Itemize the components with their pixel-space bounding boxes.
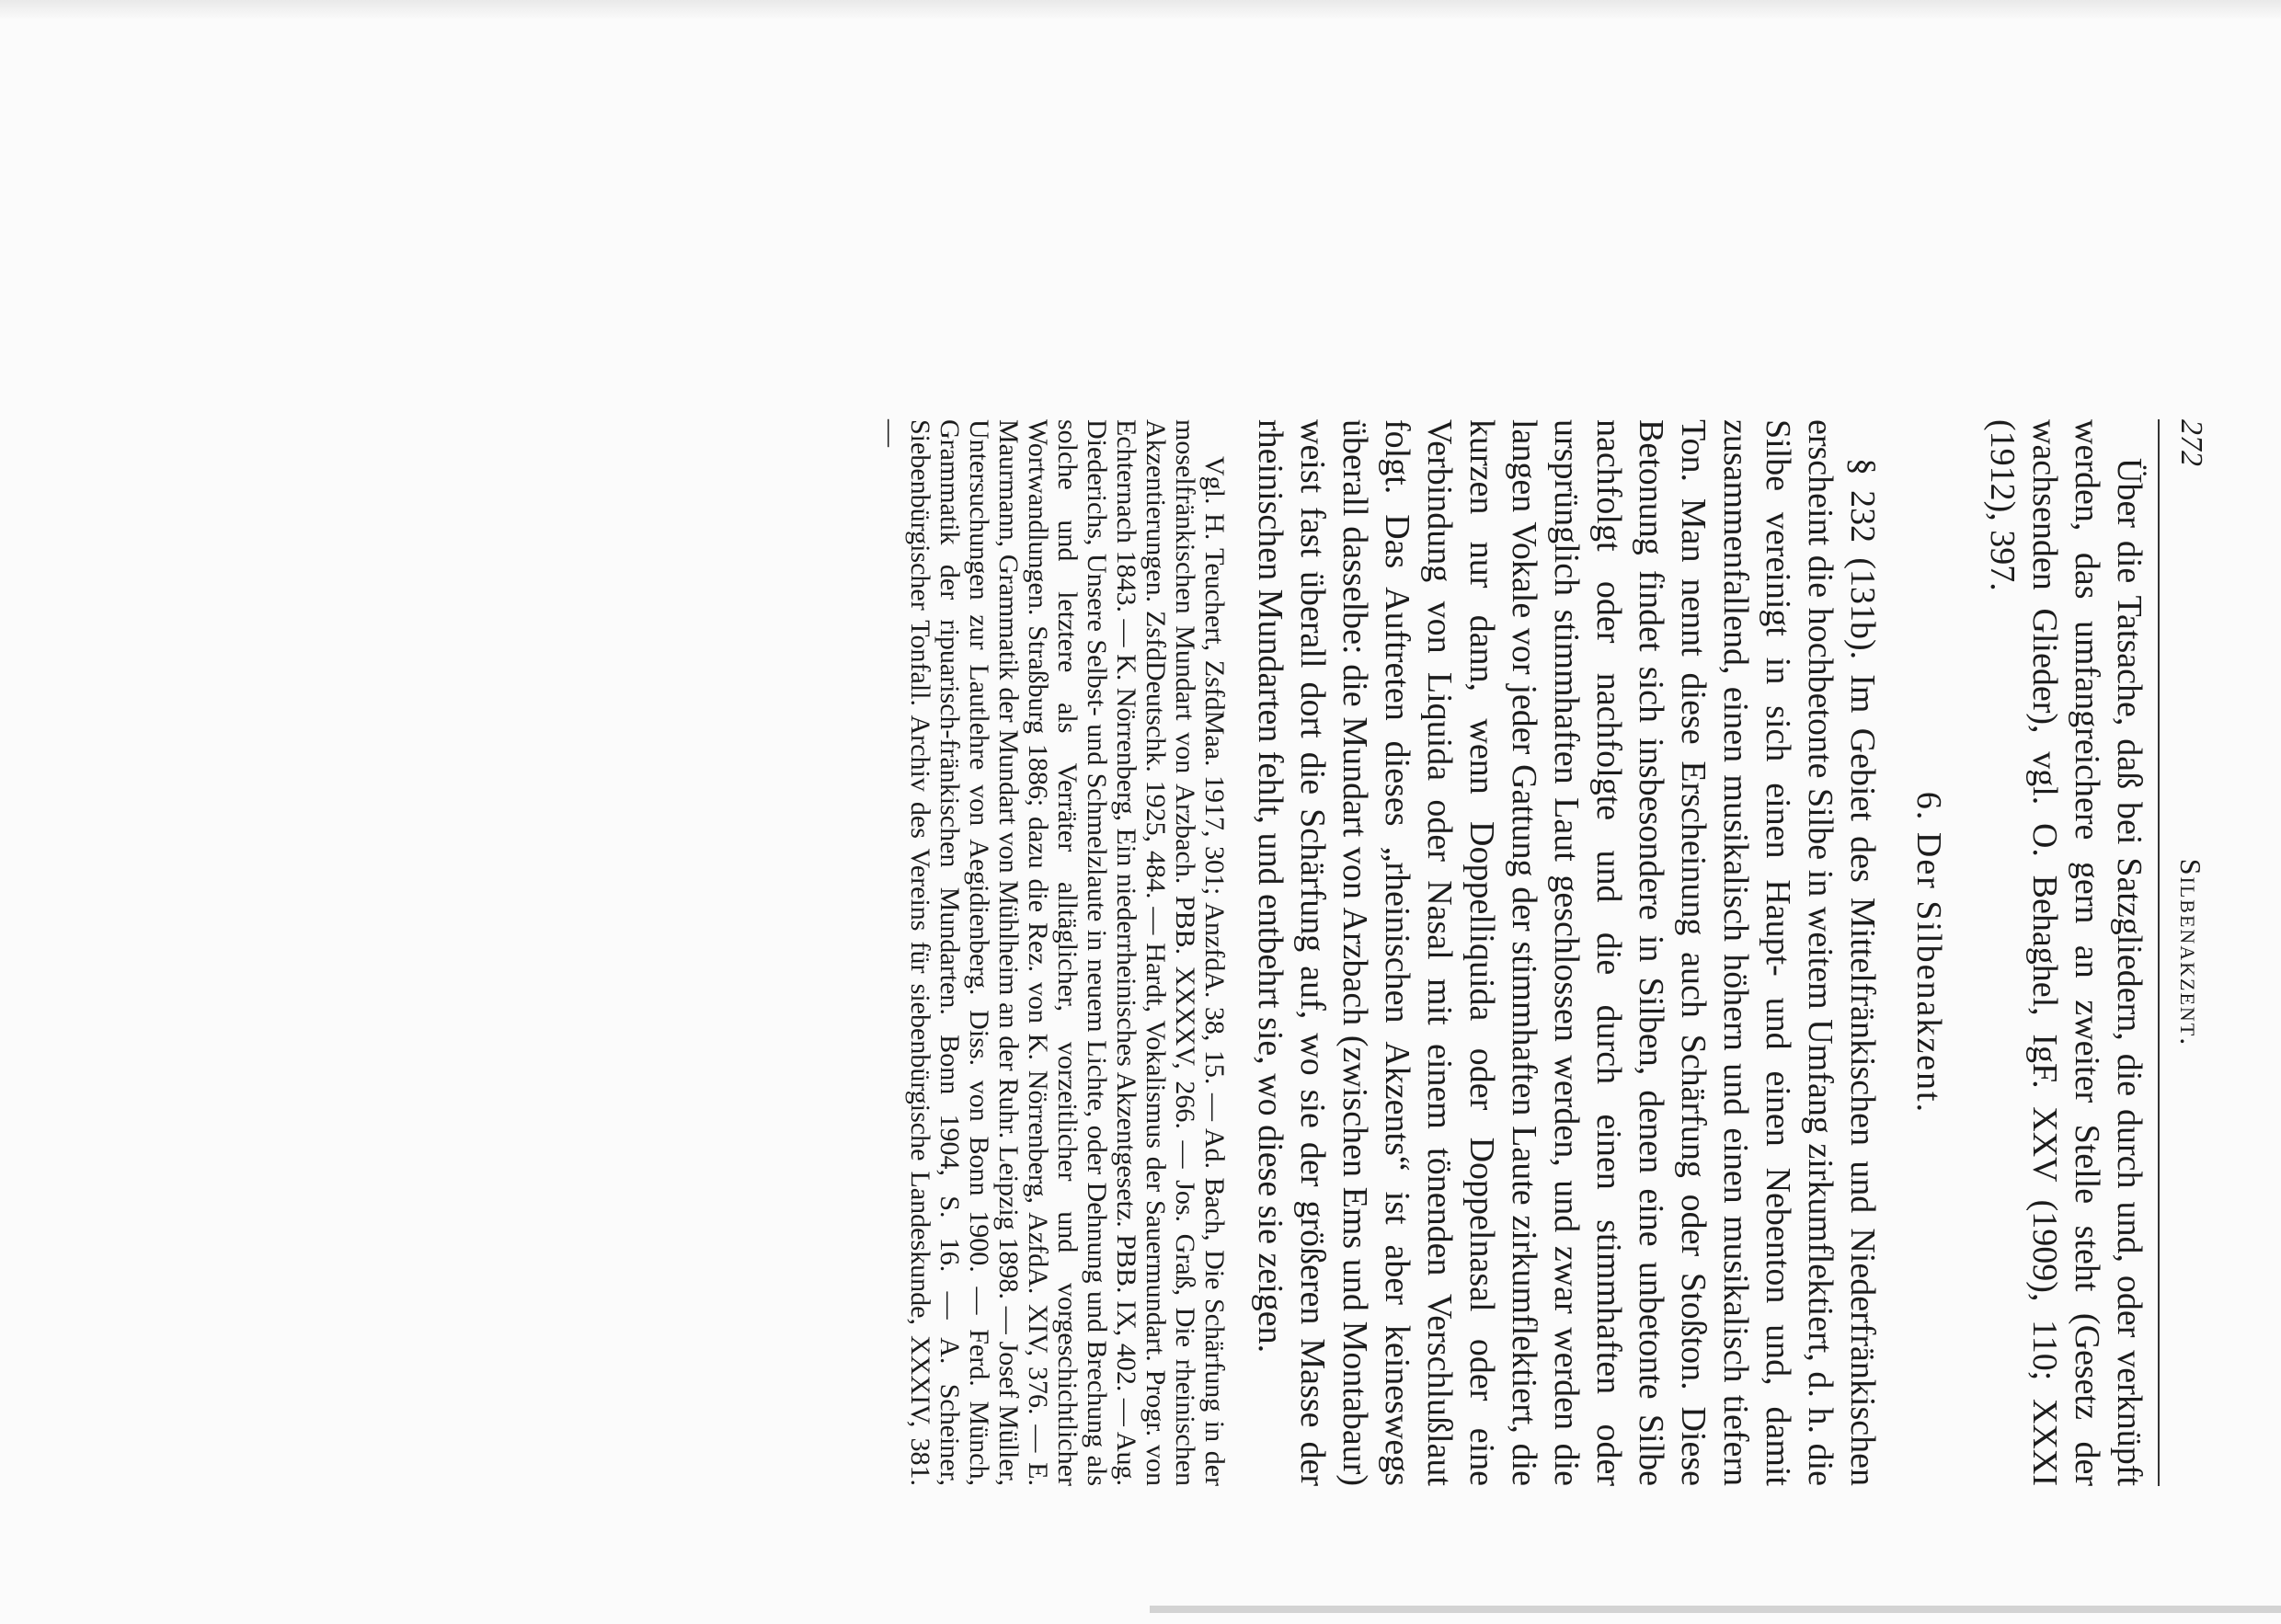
scan-shadow-top [0,0,2281,20]
bibliography-note: Vgl. H. Teuchert, ZsfdMaa. 1917, 301; AnzfdA. 38, 15. — Ad. Bach, Die Schärfung in der moselfränkischen Mundart von Arzbach. PBB. XXXXV, 266. — Jos. Graß, Die rheinischen Akzentierungen. ZsfdDeutschk. 1925, 484. — Hardt, Vokalismus der Sauermundart. Progr. von Echternach 1843. — K. Nörrenberg, Ein niederrheinisches Akzentgesetz. PBB. IX, 402. — Aug. Diederichs, Unsere Selbst- und Schmelzlaute in neuem Lichte, oder Dehnung und Brechung als solche und letztere als Verräter alltäglicher, vorzeitlicher und vorgeschichtlicher Wortwandlungen. Straßburg 1886; dazu die Rez. von K. Nörrenberg, AzfdA. XIV, 376. — E. Maurmann, Grammatik der Mundart von Mühlheim an der Ruhr. Leipzig 1898. — Josef Müller, Untersuchungen zur Lautlehre von Aegidienberg. Diss. von Bonn 1900. — Ferd. Münch, Grammatik der ripuarisch-fränkischen Mundarten. Bonn 1904, S. 16. — A. Scheiner, Siebenbürgischer Tonfall. Archiv des Vereins für siebenbürgische Landeskunde, XXXIV, 381. — [876,419,1230,1486]
rotated-book-page [876,410,2211,1624]
section-heading: 6. Der Silbenakzent. [1909,791,1948,1115]
page-body [876,419,2150,1486]
page-header [2171,419,2211,1486]
paragraph-232: § 232 (131b). Im Gebiet des Mittelfränkischen und Niederfränkischen erscheint die hochbetonte Silbe in weitem Umfang zirkumflektiert, d. h. die Silbe vereinigt in sich einen Haupt- und einen Nebenton und, damit zusammenfallend, einen musikalisch höhern und einen musikalisch tiefern Ton. Man nennt diese Erscheinung auch Schärfung oder Stoßton. Diese Betonung findet sich insbesondere in Silben, denen eine unbetonte Silbe nachfolgt oder nachfolgte und die durch einen stimmhaften oder ursprünglich stimmhaften Laut geschlossen werden, und zwar werden die langen Vokale vor jeder Gattung der stimmhaften Laute zirkumflektiert, die kurzen nur dann, wenn Doppelliquida oder Doppelnasal oder eine Verbindung von Liquida oder Nasal mit einem tönenden Verschlußlaut folgt. Das Auftreten dieses „rheinischen Akzents“ ist aber keineswegs überall dasselbe: die Mundart von Arzbach (zwischen Ems und Montabaur) weist fast überall dort die Schärfung auf, wo sie der größeren Masse der rheinischen Mundarten fehlt, und entbehrt sie, wo diese sie zeigen. [1251,419,1882,1486]
page-number: 272 [2174,419,2208,466]
header-rule [2158,419,2160,1486]
running-head: Silbenakzent. [2174,858,2207,1047]
paragraph-word-order: Über die Tatsache, daß bei Satzgliedern, die durch und, oder verknüpft werden, das umfangreichere gern an zweiter Stelle steht (Gesetz der wachsenden Glieder), vgl. O. Behaghel, IgF. XXV (1909), 110; XXXI (1912), 397. [1983,419,2149,1486]
